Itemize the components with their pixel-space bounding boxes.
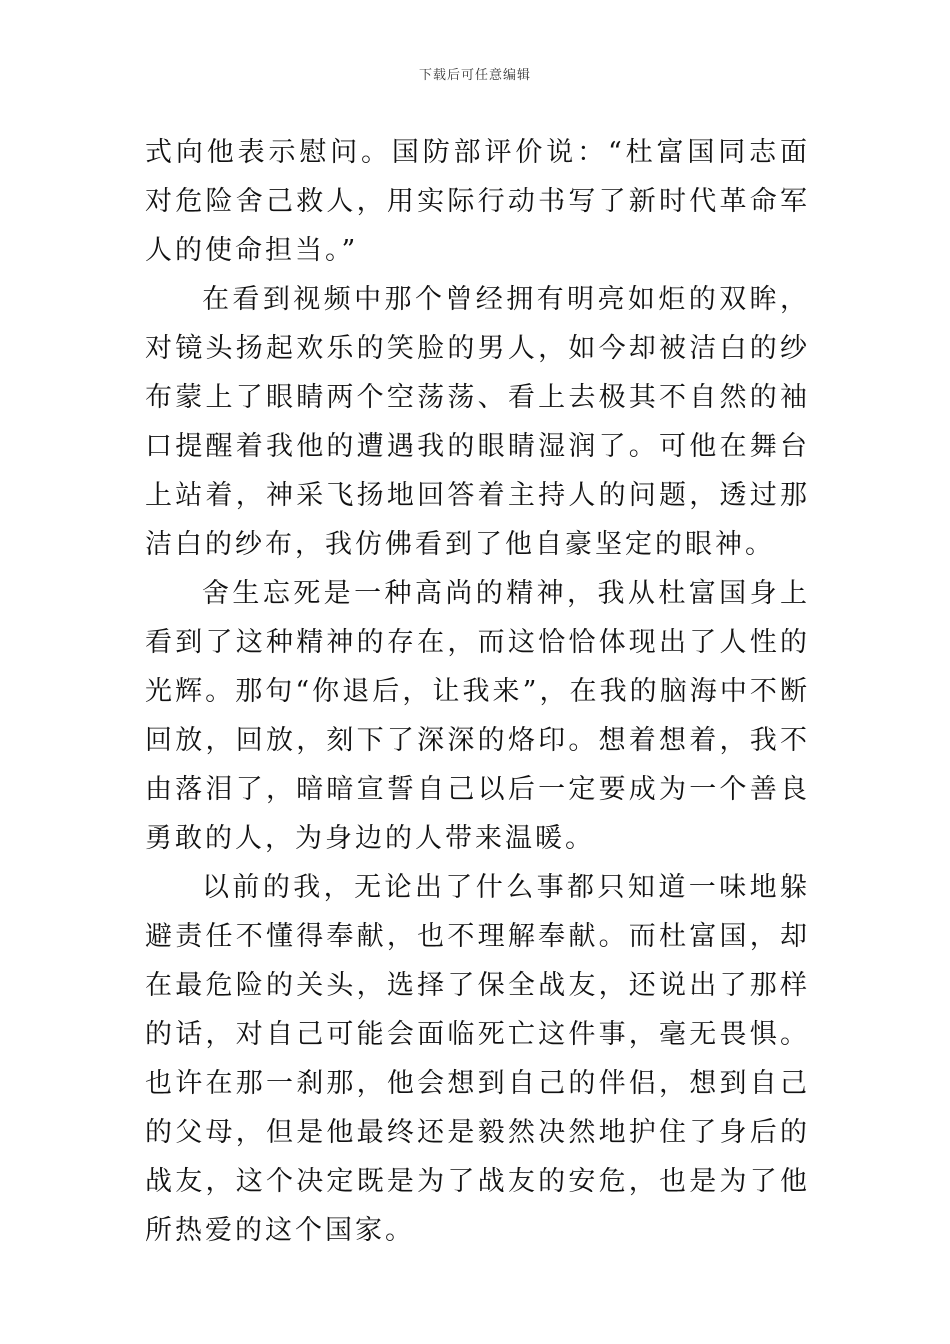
paragraph-1: 式向他表示慰问。国防部评价说：“杜富国同志面对危险舍己救人，用实际行动书写了新时代革命军人的使命担当。” (145, 137, 810, 266)
paragraph-2: 在看到视频中那个曾经拥有明亮如炬的双眸，对镜头扬起欢乐的笑脸的男人，如今却被洁白的纱布蒙上了眼睛两个空荡荡、看上去极其不自然的袖口提醒着我他的遭遇我的眼睛湿润了。可他在舞台上站着，神采飞扬地回答着主持人的问题，透过那洁白的纱布，我仿佛看到了他自豪坚定的眼神。 (145, 284, 810, 560)
paragraph-3: 舍生忘死是一种高尚的精神，我从杜富国身上看到了这种精神的存在，而这恰恰体现出了人性的光辉。那句“你退后，让我来”，在我的脑海中不断回放，回放，刻下了深深的烙印。想着想着，我不由落泪了，暗暗宣誓自己以后一定要成为一个善良勇敢的人，为身边的人带来温暖。 (145, 578, 810, 854)
document-body (145, 128, 810, 1255)
page-header: 下载后可任意编辑 (418, 68, 531, 83)
paragraph-4: 以前的我，无论出了什么事都只知道一味地躲避责任不懂得奉献，也不理解奉献。而杜富国，却在最危险的关头，选择了保全战友，还说出了那样的话，对自己可能会面临死亡这件事，毫无畏惧。也许在那一刹那，他会想到自己的伴侣，想到自己的父母，但是他最终还是毅然决然地护住了身后的战友，这个决定既是为了战友的安危，也是为了他所热爱的这个国家。 (145, 872, 810, 1246)
